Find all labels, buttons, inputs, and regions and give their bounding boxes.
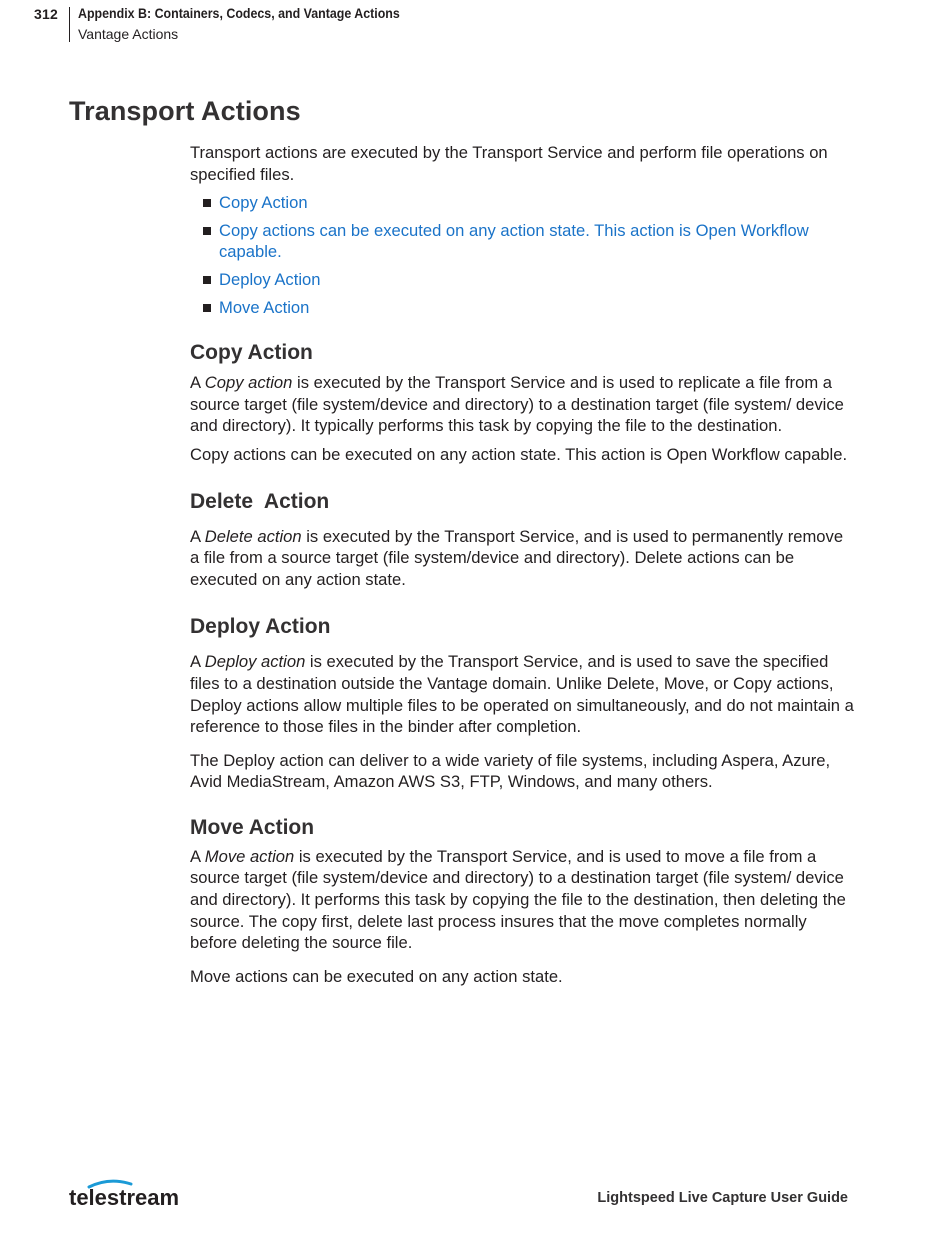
- bullet-icon: [203, 276, 211, 284]
- copy-action-paragraph: A Copy action is executed by the Transport Service and is used to replicate a file from a source target (file system/device and directory) to a destination target (file system/ device and directory). It typically performs this task by copying the file to the destination.: [190, 373, 844, 436]
- list-item: [190, 192, 855, 214]
- page-number: 312: [34, 6, 58, 22]
- telestream-logo-icon: [69, 1176, 194, 1210]
- header-divider: [69, 7, 70, 42]
- copy-action-paragraph-2: Copy actions can be executed on any action state. This action is Open Workflow capable.: [190, 444, 848, 464]
- copy-action-heading: Copy Action: [190, 341, 313, 365]
- chapter-title: Appendix B: Containers, Codecs, and Vantage Actions: [78, 5, 400, 21]
- section-title: Vantage Actions: [78, 26, 179, 42]
- link-move-action[interactable]: Move Action: [219, 297, 310, 317]
- move-action-heading: Move Action: [190, 815, 315, 839]
- bullet-icon: [203, 304, 211, 312]
- delete-action-paragraph: A Delete action is executed by the Transport Service, and is used to permanently remove a file from a source target (file system/device and directory). Delete actions can be executed on any action state.: [190, 526, 844, 589]
- list-item: [190, 269, 855, 291]
- move-action-paragraph-2: Move actions can be executed on any action state.: [190, 966, 563, 986]
- page-title: Transport Actions: [69, 96, 301, 126]
- telestream-logo: [69, 1176, 194, 1215]
- move-action-paragraph: A Move action is executed by the Transport Service, and is used to move a file from a source target (file system/device and directory) to a destination target (file system/ device and directory). It performs this task by copying the file to the destination, then deleting the source. The copy first, delete last process insures that the move completes normally before deleting the source file.: [190, 846, 846, 953]
- list-item: [190, 220, 855, 263]
- deploy-action-paragraph: A Deploy action is executed by the Transport Service, and is used to save the specified files to a destination outside the Vantage domain. Unlike Delete, Move, or Copy actions, Deploy actions allow multiple files to be operated on simultaneously, and do not maintain a reference to those files in the binder after completion.: [190, 652, 854, 737]
- link-deploy-action[interactable]: Deploy Action: [219, 269, 321, 289]
- list-item: [190, 297, 855, 319]
- bullet-icon: [203, 227, 211, 235]
- logo-text: telestream: [69, 1185, 180, 1210]
- bullet-icon: [203, 199, 211, 207]
- main-content: [190, 142, 855, 987]
- link-copy-actions-description[interactable]: Copy actions can be executed on any action state. This action is Open Workflow capable.: [219, 220, 809, 262]
- guide-title: Lightspeed Live Capture User Guide: [597, 1190, 848, 1206]
- delete-action-heading: Delete Action: [190, 489, 330, 513]
- intro-paragraph: Transport actions are executed by the Transport Service and perform file operations on specified files.: [190, 143, 828, 184]
- deploy-action-heading: Deploy Action: [190, 615, 331, 639]
- link-list: [190, 192, 855, 318]
- link-copy-action[interactable]: Copy Action: [219, 193, 308, 213]
- deploy-action-paragraph-2: The Deploy action can deliver to a wide variety of file systems, including Aspera, Azure, Avid MediaStream, Amazon AWS S3, FTP, Windows, and many others.: [190, 750, 831, 792]
